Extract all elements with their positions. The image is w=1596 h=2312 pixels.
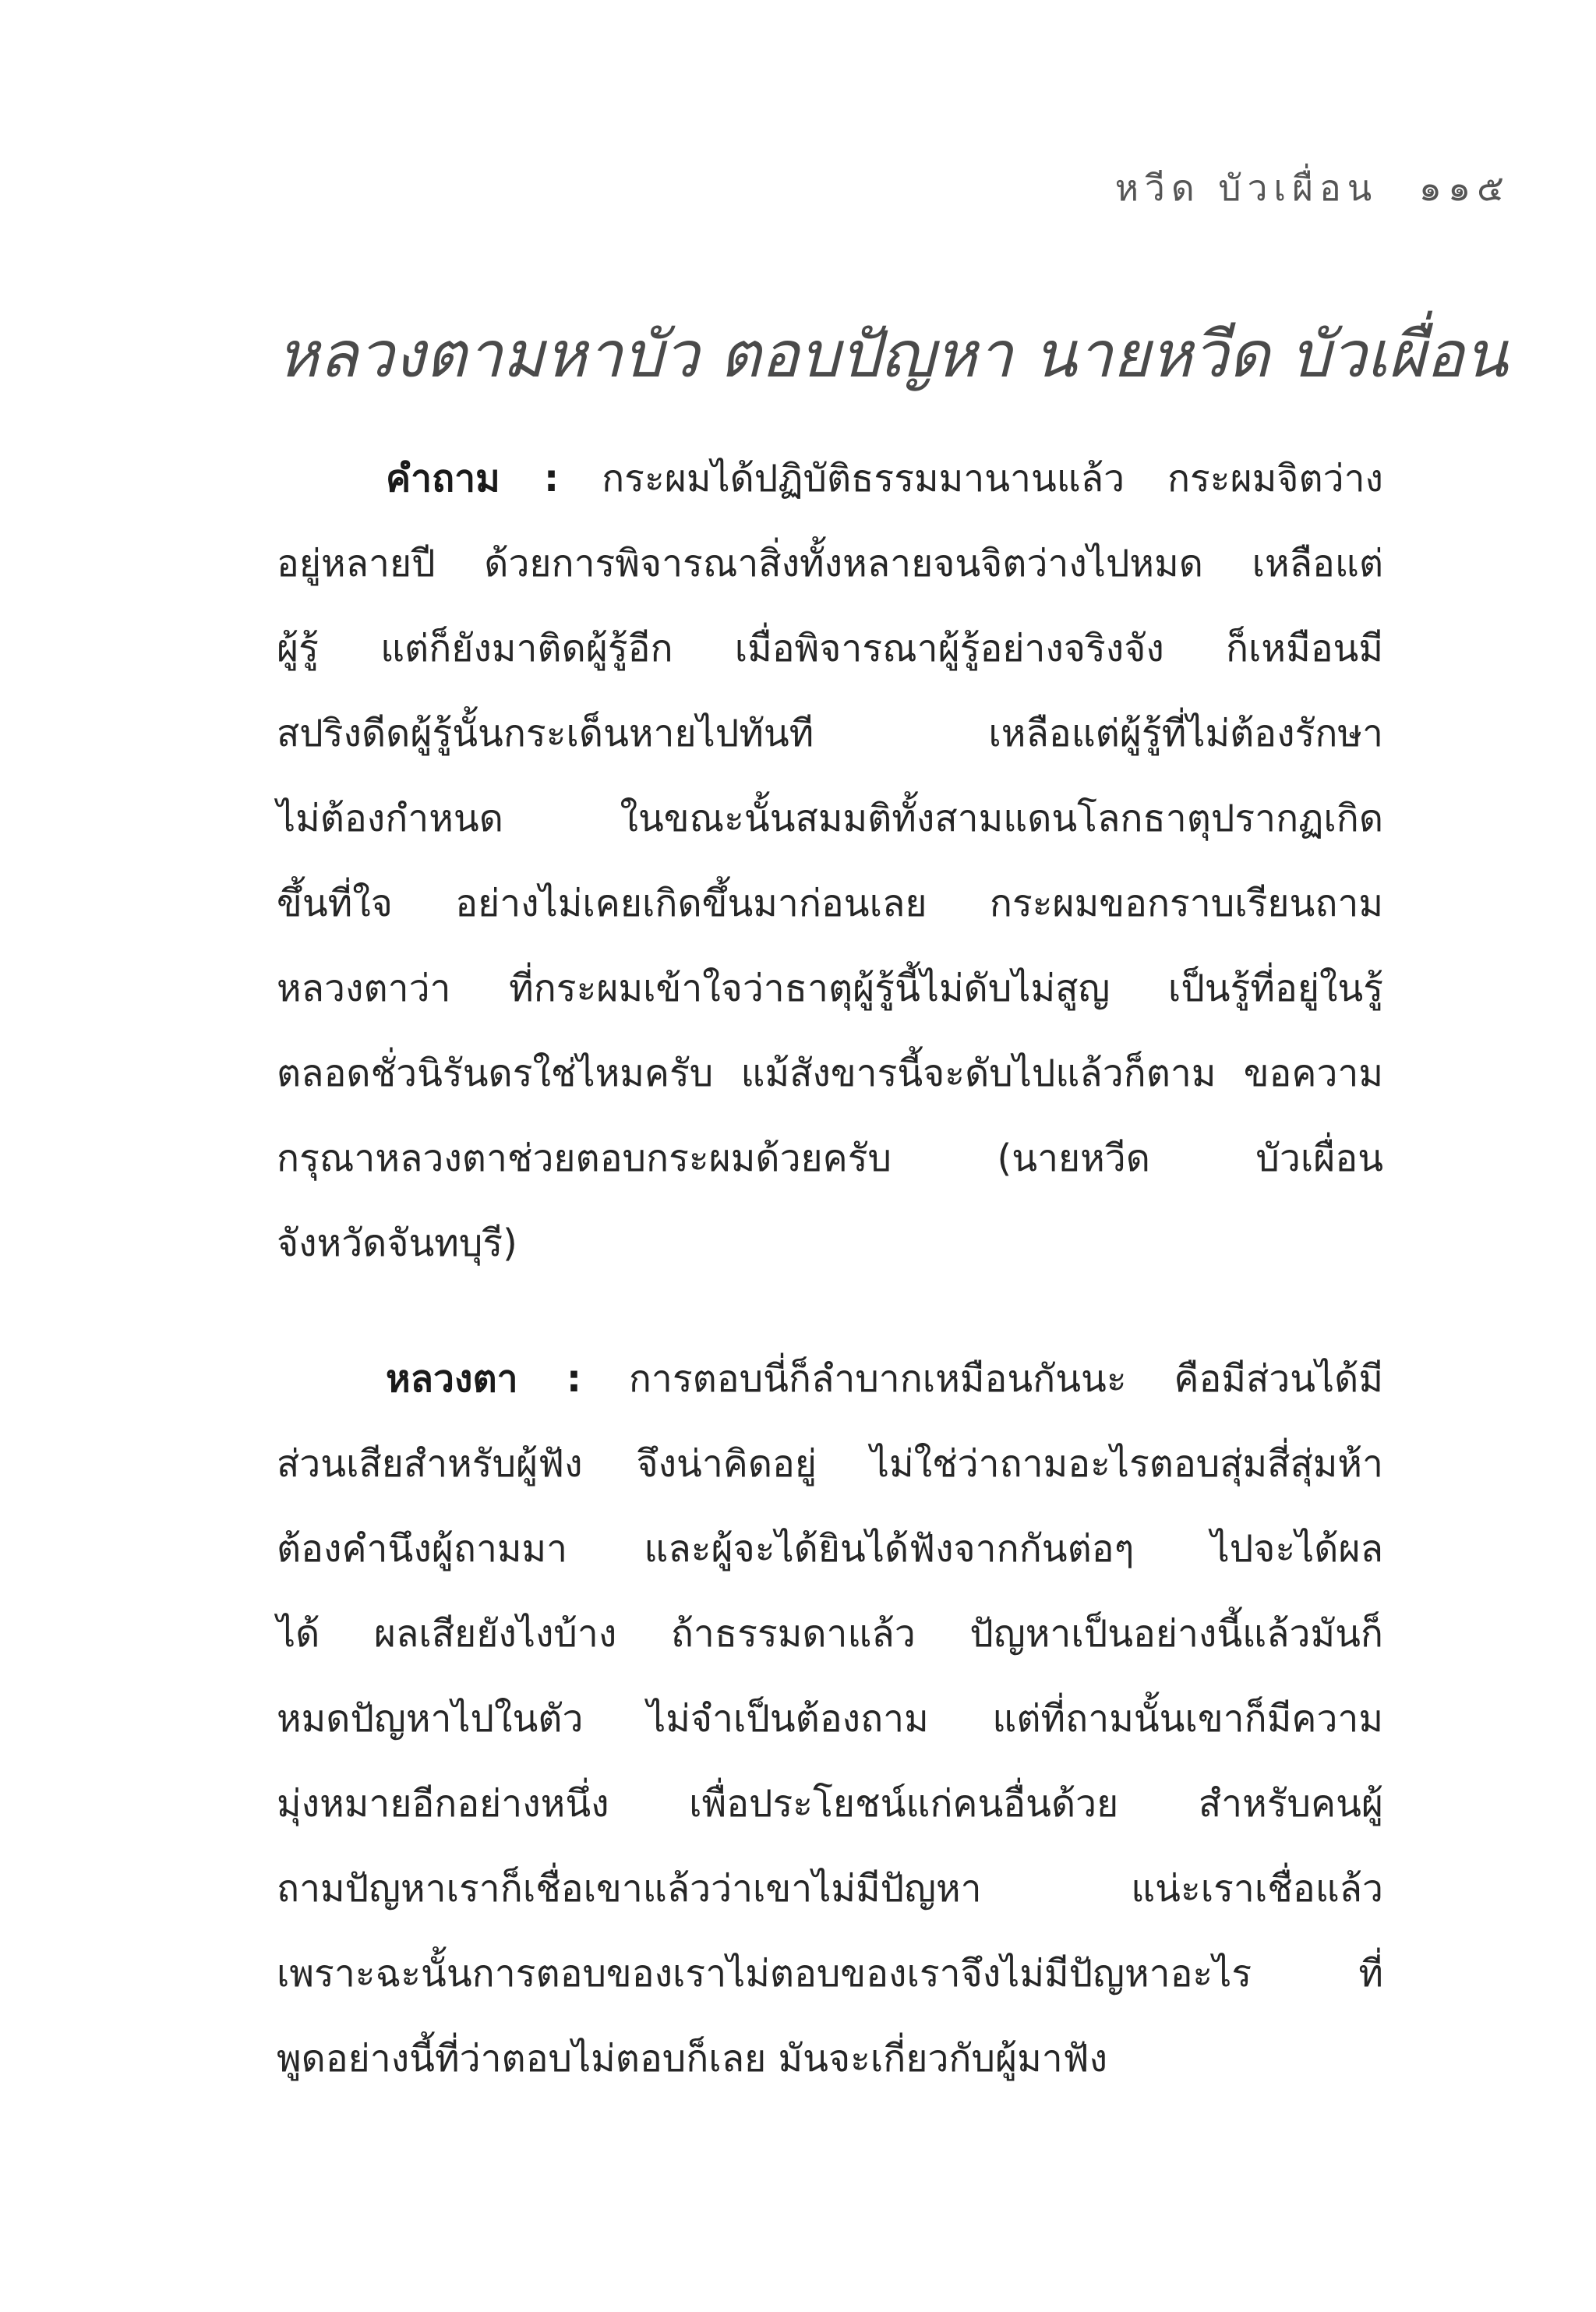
answer-speaker: หลวงตา : <box>386 1357 582 1401</box>
question-line: ตลอดชั่วนิรันดรใช่ไหมครับ แม้สังขารนี้จะดับไปแล้วก็ตาม ขอความ <box>277 1052 1383 1095</box>
question-speaker: คำถาม : <box>386 457 560 500</box>
answer-line: มุ่งหมายอีกอย่างหนึ่ง เพื่อประโยชน์แก่คนอื่นด้วย สำหรับคนผู้ <box>277 1782 1383 1826</box>
answer-line: หมดปัญหาไปในตัว ไม่จำเป็นต้องถาม แต่ที่ถามนั้นเขาก็มีความ <box>277 1697 1383 1741</box>
running-title: หวีด บัวเผื่อน <box>1114 167 1379 209</box>
answer-line: เพราะฉะนั้นการตอบของเราไม่ตอบของเราจึงไม่มีปัญหาอะไร ที่ <box>277 1952 1383 1996</box>
question-line: หลวงตาว่า ที่กระผมเข้าใจว่าธาตุผู้รู้นี้ไม่ดับไม่สูญ เป็นรู้ที่อยู่ในรู้ <box>277 967 1383 1010</box>
answer-section <box>277 1337 1383 2102</box>
question-line: อยู่หลายปี ด้วยการพิจารณาสิ่งทั้งหลายจนจิตว่างไปหมด เหลือแต่ <box>277 542 1383 585</box>
question-section <box>277 437 1383 1286</box>
question-line: จังหวัดจันทบุรี) <box>277 1221 517 1265</box>
running-header <box>1115 160 1510 217</box>
answer-line: หลวงตา : การตอบนี่ก็ลำบากเหมือนกันนะ คือมีส่วนได้มี <box>386 1357 1383 1401</box>
question-line: ไม่ต้องกำหนด ในขณะนั้นสมมติทั้งสามแดนโลกธาตุปรากฏเกิด <box>277 797 1383 840</box>
page-number: ๑๑๕ <box>1418 167 1510 209</box>
question-line: คำถาม : กระผมได้ปฏิบัติธรรมมานานแล้ว กระผมจิตว่าง <box>386 457 1383 500</box>
question-line: ผู้รู้ แต่ก็ยังมาติดผู้รู้อีก เมื่อพิจารณาผู้รู้อย่างจริงจัง ก็เหมือนมี <box>277 627 1383 670</box>
question-line: สปริงดีดผู้รู้นั้นกระเด็นหายไปทันที เหลือแต่ผู้รู้ที่ไม่ต้องรักษา <box>277 712 1383 755</box>
chapter-title: หลวงตามหาบัว ตอบปัญหา นายหวีด บัวเผื่อน <box>277 318 1508 392</box>
answer-line: ถามปัญหาเราก็เชื่อเขาแล้วว่าเขาไม่มีปัญหา แน่ะเราเชื่อแล้ว <box>277 1867 1383 1911</box>
question-line: ขึ้นที่ใจ อย่างไม่เคยเกิดขึ้นมาก่อนเลย กระผมขอกราบเรียนถาม <box>277 882 1383 925</box>
answer-line: ต้องคำนึงผู้ถามมา และผู้จะได้ยินได้ฟังจากกันต่อๆ ไปจะได้ผล <box>277 1527 1383 1571</box>
answer-line: พูดอย่างนี้ที่ว่าตอบไม่ตอบก็เลย มันจะเกี่ยวกับผู้มาฟัง <box>277 2037 1108 2080</box>
answer-line: ส่วนเสียสำหรับผู้ฟัง จึงน่าคิดอยู่ ไม่ใช่ว่าถามอะไรตอบสุ่มสี่สุ่มห้า <box>277 1442 1383 1486</box>
answer-line: ได้ ผลเสียยังไงบ้าง ถ้าธรรมดาแล้ว ปัญหาเป็นอย่างนี้แล้วมันก็ <box>277 1612 1383 1656</box>
question-line: กรุณาหลวงตาช่วยตอบกระผมด้วยครับ (นายหวีด บัวเผื่อน <box>277 1137 1383 1180</box>
